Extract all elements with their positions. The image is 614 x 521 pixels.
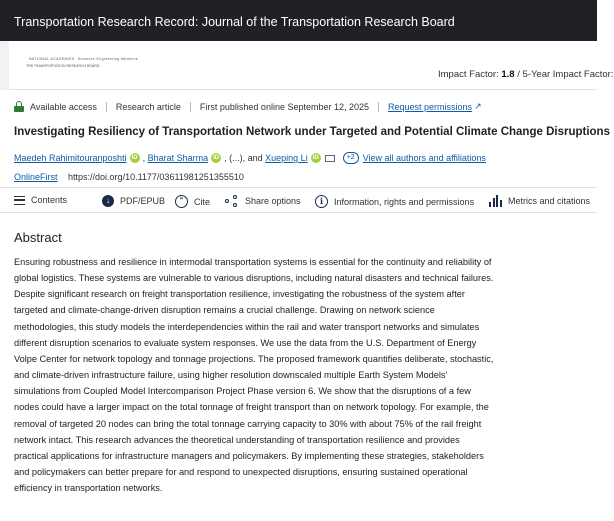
- info-label: Information, rights and permissions: [334, 196, 475, 207]
- more-authors-badge[interactable]: +2: [343, 152, 359, 164]
- onlinefirst-link[interactable]: OnlineFirst: [14, 172, 58, 182]
- published-date: First published online September 12, 2025: [199, 101, 370, 112]
- lock-open-icon: [14, 101, 24, 112]
- orcid-icon[interactable]: iD: [312, 155, 319, 161]
- impact-value: 1.8: [501, 69, 515, 80]
- article-title: Investigating Resiliency of Transportation Network under Targeted and Potential Climate Change Disruptions: [14, 126, 610, 138]
- doi-link[interactable]: https://doi.org/10.1177/03611981251355510: [68, 172, 244, 182]
- share-options-button[interactable]: [225, 195, 301, 207]
- journal-title-link[interactable]: Transportation Research Record: Journal of the Transportation Research Board: [14, 15, 455, 29]
- download-icon: ↓: [102, 195, 114, 207]
- contents-button[interactable]: [14, 195, 67, 205]
- author-link[interactable]: Maedeh Rahimitouranposhti: [14, 153, 127, 163]
- metrics-button[interactable]: [489, 195, 590, 207]
- abstract-text: Ensuring robustness and resilience in intermodal transportation systems is essential for the continuity and reliability of global logistics. These systems are vulnerable to various disruptions, including natural disasters and technical failures. Despite significant research on freight transportation resilience, investigating the robustness of the system after targeted and climate-change-driven disruption remains a crucial challenge. Drawing on network science methodologies, this study models the interdependencies within the rail and water transport networks and simulates different disruption scenarios to evaluate system responses. We use the data from the U.S. Department of Energy Volpe Center for network topology and tonnage projections. The proposed framework quantifies deliberate, stochastic, and climate-driven infrastructure failure, using higher resolution downscaled multiple Earth System Models' simulations from Coupled Model Intercomparison Project Phase version 6. We show that the disruptions of a few nodes could have a larger impact on the total tonnage of freight transport than on network topology. For example, the removal of targeted 20 nodes can bring the total tonnage carrying capacity to 30% with about 75% of the rail freight network intact. This research advances the theoretical understanding of transportation resilience and provides practical applications for infrastructure managers and policymakers. By implementing these strategies, stakeholders and policymakers can better prepare for and respond to unexpected disruptions, ensuring sustained operational efficiency in transportation networks.: [14, 257, 494, 494]
- contents-label: Contents: [31, 195, 68, 205]
- access-label: Available access: [30, 101, 97, 112]
- brand-bar: [0, 41, 597, 90]
- divider: [190, 102, 191, 112]
- article-type: Research article: [115, 101, 181, 112]
- pdf-epub-button[interactable]: [102, 195, 165, 207]
- orcid-icon[interactable]: iD: [131, 155, 138, 161]
- mail-icon[interactable]: [325, 155, 335, 162]
- cite-button[interactable]: [175, 195, 210, 208]
- request-permissions-link[interactable]: Request permissions: [388, 101, 473, 112]
- national-academies-logo[interactable]: [26, 56, 138, 68]
- divider: [106, 102, 107, 112]
- info-icon: i: [315, 195, 328, 208]
- authors-ellipsis: , (...), and: [224, 153, 263, 163]
- view-all-authors-link[interactable]: View all authors and affiliations: [362, 153, 486, 163]
- impact-label: Impact Factor:: [438, 69, 502, 80]
- author-link[interactable]: Bharat Sharma: [147, 153, 209, 163]
- metrics-label: Metrics and citations: [508, 196, 591, 206]
- impact-rest: / 5-Year Impact Factor:: [514, 69, 614, 80]
- pdf-label: PDF/EPUB: [120, 196, 166, 206]
- share-label: Share options: [245, 196, 301, 206]
- brand-bar-edge: [0, 41, 9, 90]
- article-toolbar: [0, 187, 597, 213]
- logo-small-text: Sciences Engineering Medicine: [77, 57, 139, 61]
- cite-label: Cite: [194, 196, 211, 207]
- info-rights-button[interactable]: [315, 195, 474, 208]
- share-icon: [225, 195, 239, 207]
- external-link-icon: ↗: [474, 101, 482, 111]
- impact-factor: [438, 69, 614, 80]
- bar-chart-icon: [489, 195, 502, 207]
- author-list: Maedeh Rahimitouranposhti iD , Bharat Sharma iD , (...), and Xueping Li iD +2 View all authors and affiliations: [14, 153, 486, 163]
- journal-header-bar: [0, 0, 597, 41]
- menu-icon: [14, 196, 25, 205]
- abstract-heading: Abstract: [14, 230, 62, 245]
- logo-text: NATIONAL ACADEMIES: [29, 57, 75, 61]
- logo-subtext: TRB TRANSPORTATION RESEARCH BOARD: [26, 64, 100, 68]
- orcid-icon[interactable]: iD: [213, 155, 220, 161]
- quote-icon: ❞: [175, 195, 188, 208]
- author-link[interactable]: Xueping Li: [265, 153, 308, 163]
- divider: [378, 102, 379, 112]
- article-meta: [14, 101, 482, 112]
- doi-line: [14, 172, 244, 182]
